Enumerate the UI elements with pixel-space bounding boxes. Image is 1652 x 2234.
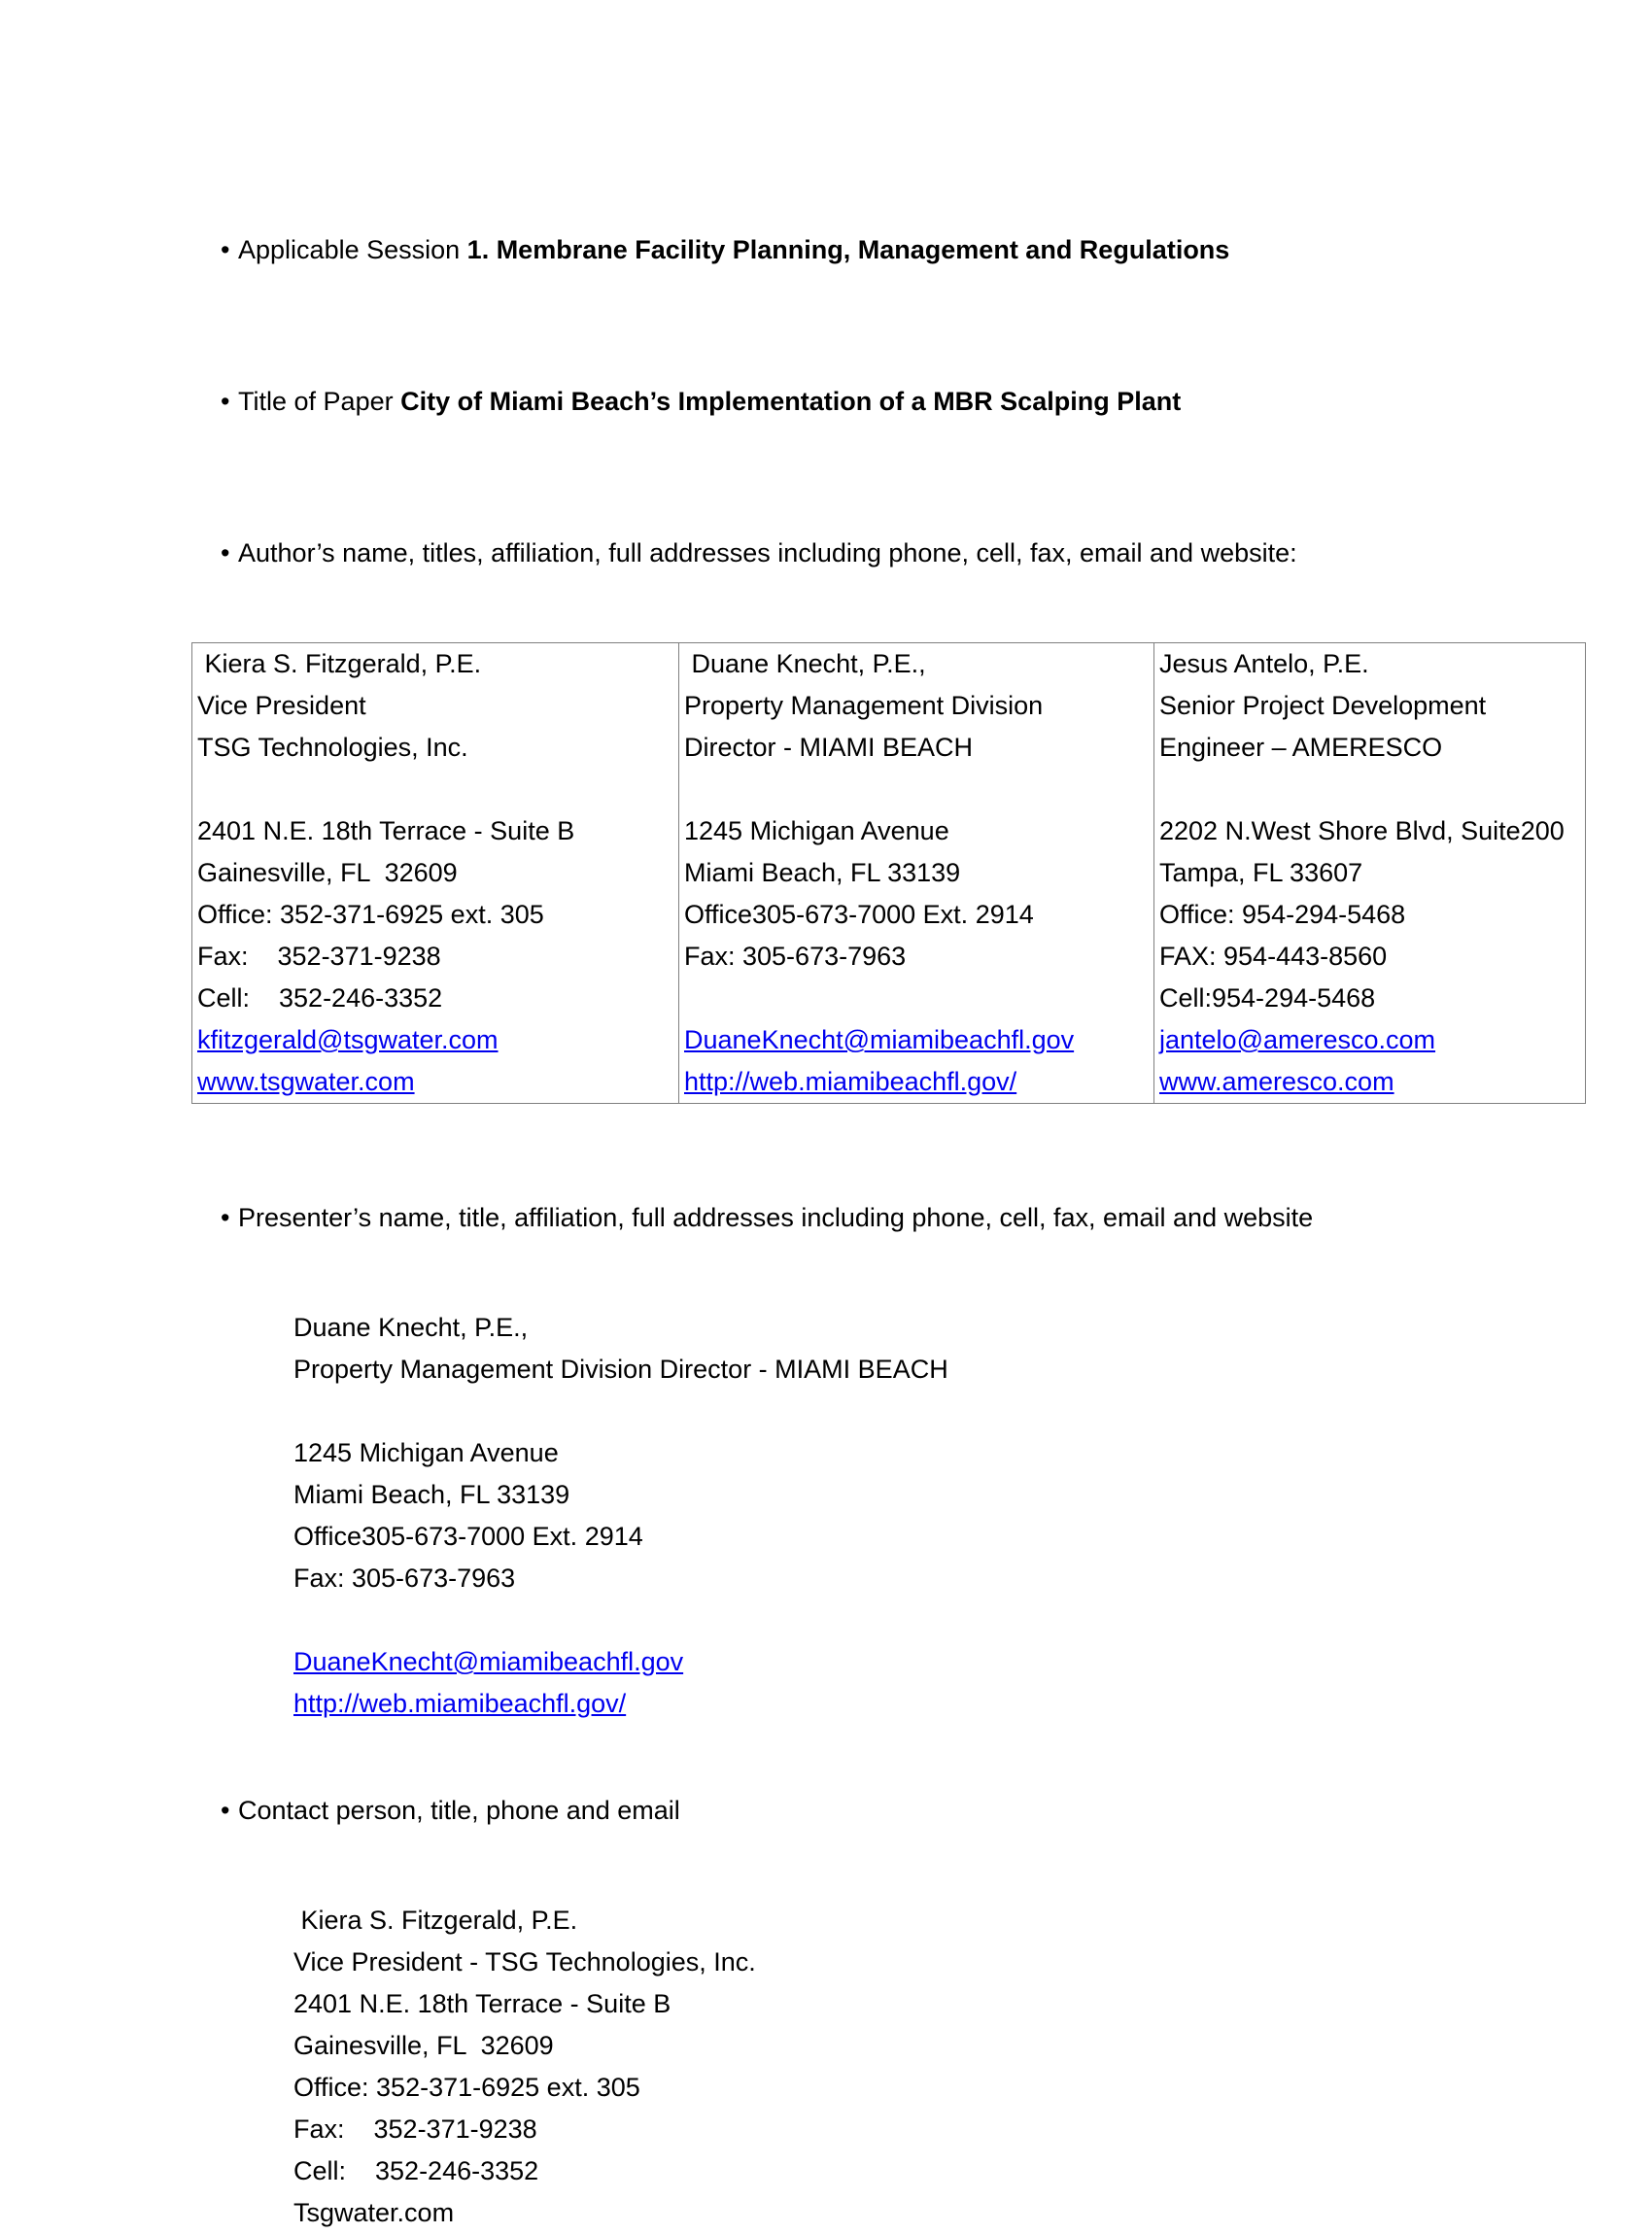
session-value: 1. Membrane Facility Planning, Management and Regulations <box>466 235 1230 264</box>
text-line: Cell: 352-246-3352 <box>197 983 443 1013</box>
text-line <box>197 769 673 810</box>
bullet-contact <box>191 1748 1588 1873</box>
text-line: Kiera S. Fitzgerald, P.E. <box>197 649 482 678</box>
text-line: 2401 N.E. 18th Terrace - Suite B <box>197 816 575 845</box>
text-line: Director - MIAMI BEACH <box>684 733 974 762</box>
authors-table-row <box>192 643 1586 1104</box>
hyperlink[interactable]: DuaneKnecht@miamibeachfl.gov <box>293 1647 684 1676</box>
hyperlink[interactable]: http://web.miamibeachfl.gov/ <box>684 1067 1017 1096</box>
text-line: Fax: 305-673-7963 <box>684 942 907 971</box>
bullet-applicable-session <box>191 188 1588 313</box>
text-line <box>293 1391 1588 1432</box>
bullet-icon: • <box>221 1796 230 1825</box>
text-line: Vice President - TSG Technologies, Inc. <box>293 1947 756 1976</box>
text-line: Office: 352-371-6925 ext. 305 <box>197 900 544 929</box>
text-line: Fax: 305-673-7963 <box>293 1564 516 1593</box>
text-line: Office305-673-7000 Ext. 2914 <box>684 900 1034 929</box>
text-line: Miami Beach, FL 33139 <box>293 1480 570 1509</box>
text-line: Office305-673-7000 Ext. 2914 <box>293 1522 643 1551</box>
text-line <box>1159 1019 1580 1061</box>
text-line: Cell: 352-246-3352 <box>293 2156 539 2185</box>
authors-table <box>191 642 1586 1104</box>
text-line <box>197 1061 673 1103</box>
text-line <box>293 1641 1588 1683</box>
text-line <box>293 1683 1588 1725</box>
text-line: Property Management Division <box>684 691 1044 720</box>
bullet-presenter <box>191 1155 1588 1281</box>
hyperlink[interactable]: http://web.miamibeachfl.gov/ <box>293 1689 627 1718</box>
text-line: Cell:954-294-5468 <box>1159 983 1376 1013</box>
text-line: Duane Knecht, P.E., <box>293 1313 529 1342</box>
hyperlink[interactable]: DuaneKnecht@miamibeachfl.gov <box>684 1025 1075 1054</box>
text-line: Gainesville, FL 32609 <box>293 2031 554 2060</box>
text-line: Miami Beach, FL 33139 <box>684 858 961 887</box>
text-line <box>1159 769 1580 810</box>
text-line: 1245 Michigan Avenue <box>684 816 949 845</box>
author-cell-fitzgerald <box>192 643 679 1104</box>
bullet-icon: • <box>221 235 230 264</box>
text-line: 2401 N.E. 18th Terrace - Suite B <box>293 1989 671 2018</box>
text-line <box>293 1599 1588 1641</box>
presenter-heading: Presenter’s name, title, affiliation, full addresses including phone, cell, fax, email and website <box>238 1203 1314 1232</box>
text-line: Fax: 352-371-9238 <box>197 942 441 971</box>
text-line: Fax: 352-371-9238 <box>293 2114 537 2144</box>
text-line <box>1159 1061 1580 1103</box>
text-line: Property Management Division Director - MIAMI BEACH <box>293 1355 948 1384</box>
text-line <box>684 1061 1149 1103</box>
text-line: TSG Technologies, Inc. <box>197 733 468 762</box>
bullet-authors <box>191 491 1588 616</box>
text-line: Jesus Antelo, P.E. <box>1159 649 1369 678</box>
text-line: FAX: 954-443-8560 <box>1159 942 1388 971</box>
text-line <box>197 1019 673 1061</box>
bullet-paper-title <box>191 339 1588 464</box>
text-line: 1245 Michigan Avenue <box>293 1438 559 1467</box>
bullet-icon: • <box>221 1203 230 1232</box>
hyperlink[interactable]: kfitzgerald@tsgwater.com <box>197 1025 499 1054</box>
author-cell-knecht <box>679 643 1154 1104</box>
hyperlink[interactable]: www.ameresco.com <box>1159 1067 1394 1096</box>
author-cell-antelo <box>1154 643 1586 1104</box>
text-line: Office: 352-371-6925 ext. 305 <box>293 2073 640 2102</box>
authors-heading: Author’s name, titles, affiliation, full addresses including phone, cell, fax, email and website: <box>238 538 1297 567</box>
text-line <box>684 978 1149 1019</box>
text-line <box>684 769 1149 810</box>
text-line: Office: 954-294-5468 <box>1159 900 1406 929</box>
text-line: Duane Knecht, P.E., <box>684 649 926 678</box>
text-line <box>684 1019 1149 1061</box>
bullet-icon: • <box>221 538 230 567</box>
hyperlink[interactable]: jantelo@ameresco.com <box>1159 1025 1436 1054</box>
hyperlink[interactable]: www.tsgwater.com <box>197 1067 415 1096</box>
paper-title-label: Title of Paper <box>238 387 401 416</box>
text-line: 2202 N.West Shore Blvd, Suite200 <box>1159 816 1565 845</box>
session-label: Applicable Session <box>238 235 467 264</box>
text-line: Gainesville, FL 32609 <box>197 858 458 887</box>
text-line: Vice President <box>197 691 366 720</box>
text-line: Kiera S. Fitzgerald, P.E. <box>293 1906 578 1935</box>
contact-heading: Contact person, title, phone and email <box>238 1796 680 1825</box>
text-line: Tsgwater.com <box>293 2198 455 2227</box>
bullet-icon: • <box>221 387 230 416</box>
text-line: Engineer – AMERESCO <box>1159 733 1443 762</box>
paper-title-value: City of Miami Beach’s Implementation of a MBR Scalping Plant <box>400 387 1182 416</box>
text-line: Senior Project Development <box>1159 691 1487 720</box>
text-line: Tampa, FL 33607 <box>1159 858 1363 887</box>
contact-block <box>293 1900 1588 2234</box>
presenter-block <box>293 1307 1588 1725</box>
